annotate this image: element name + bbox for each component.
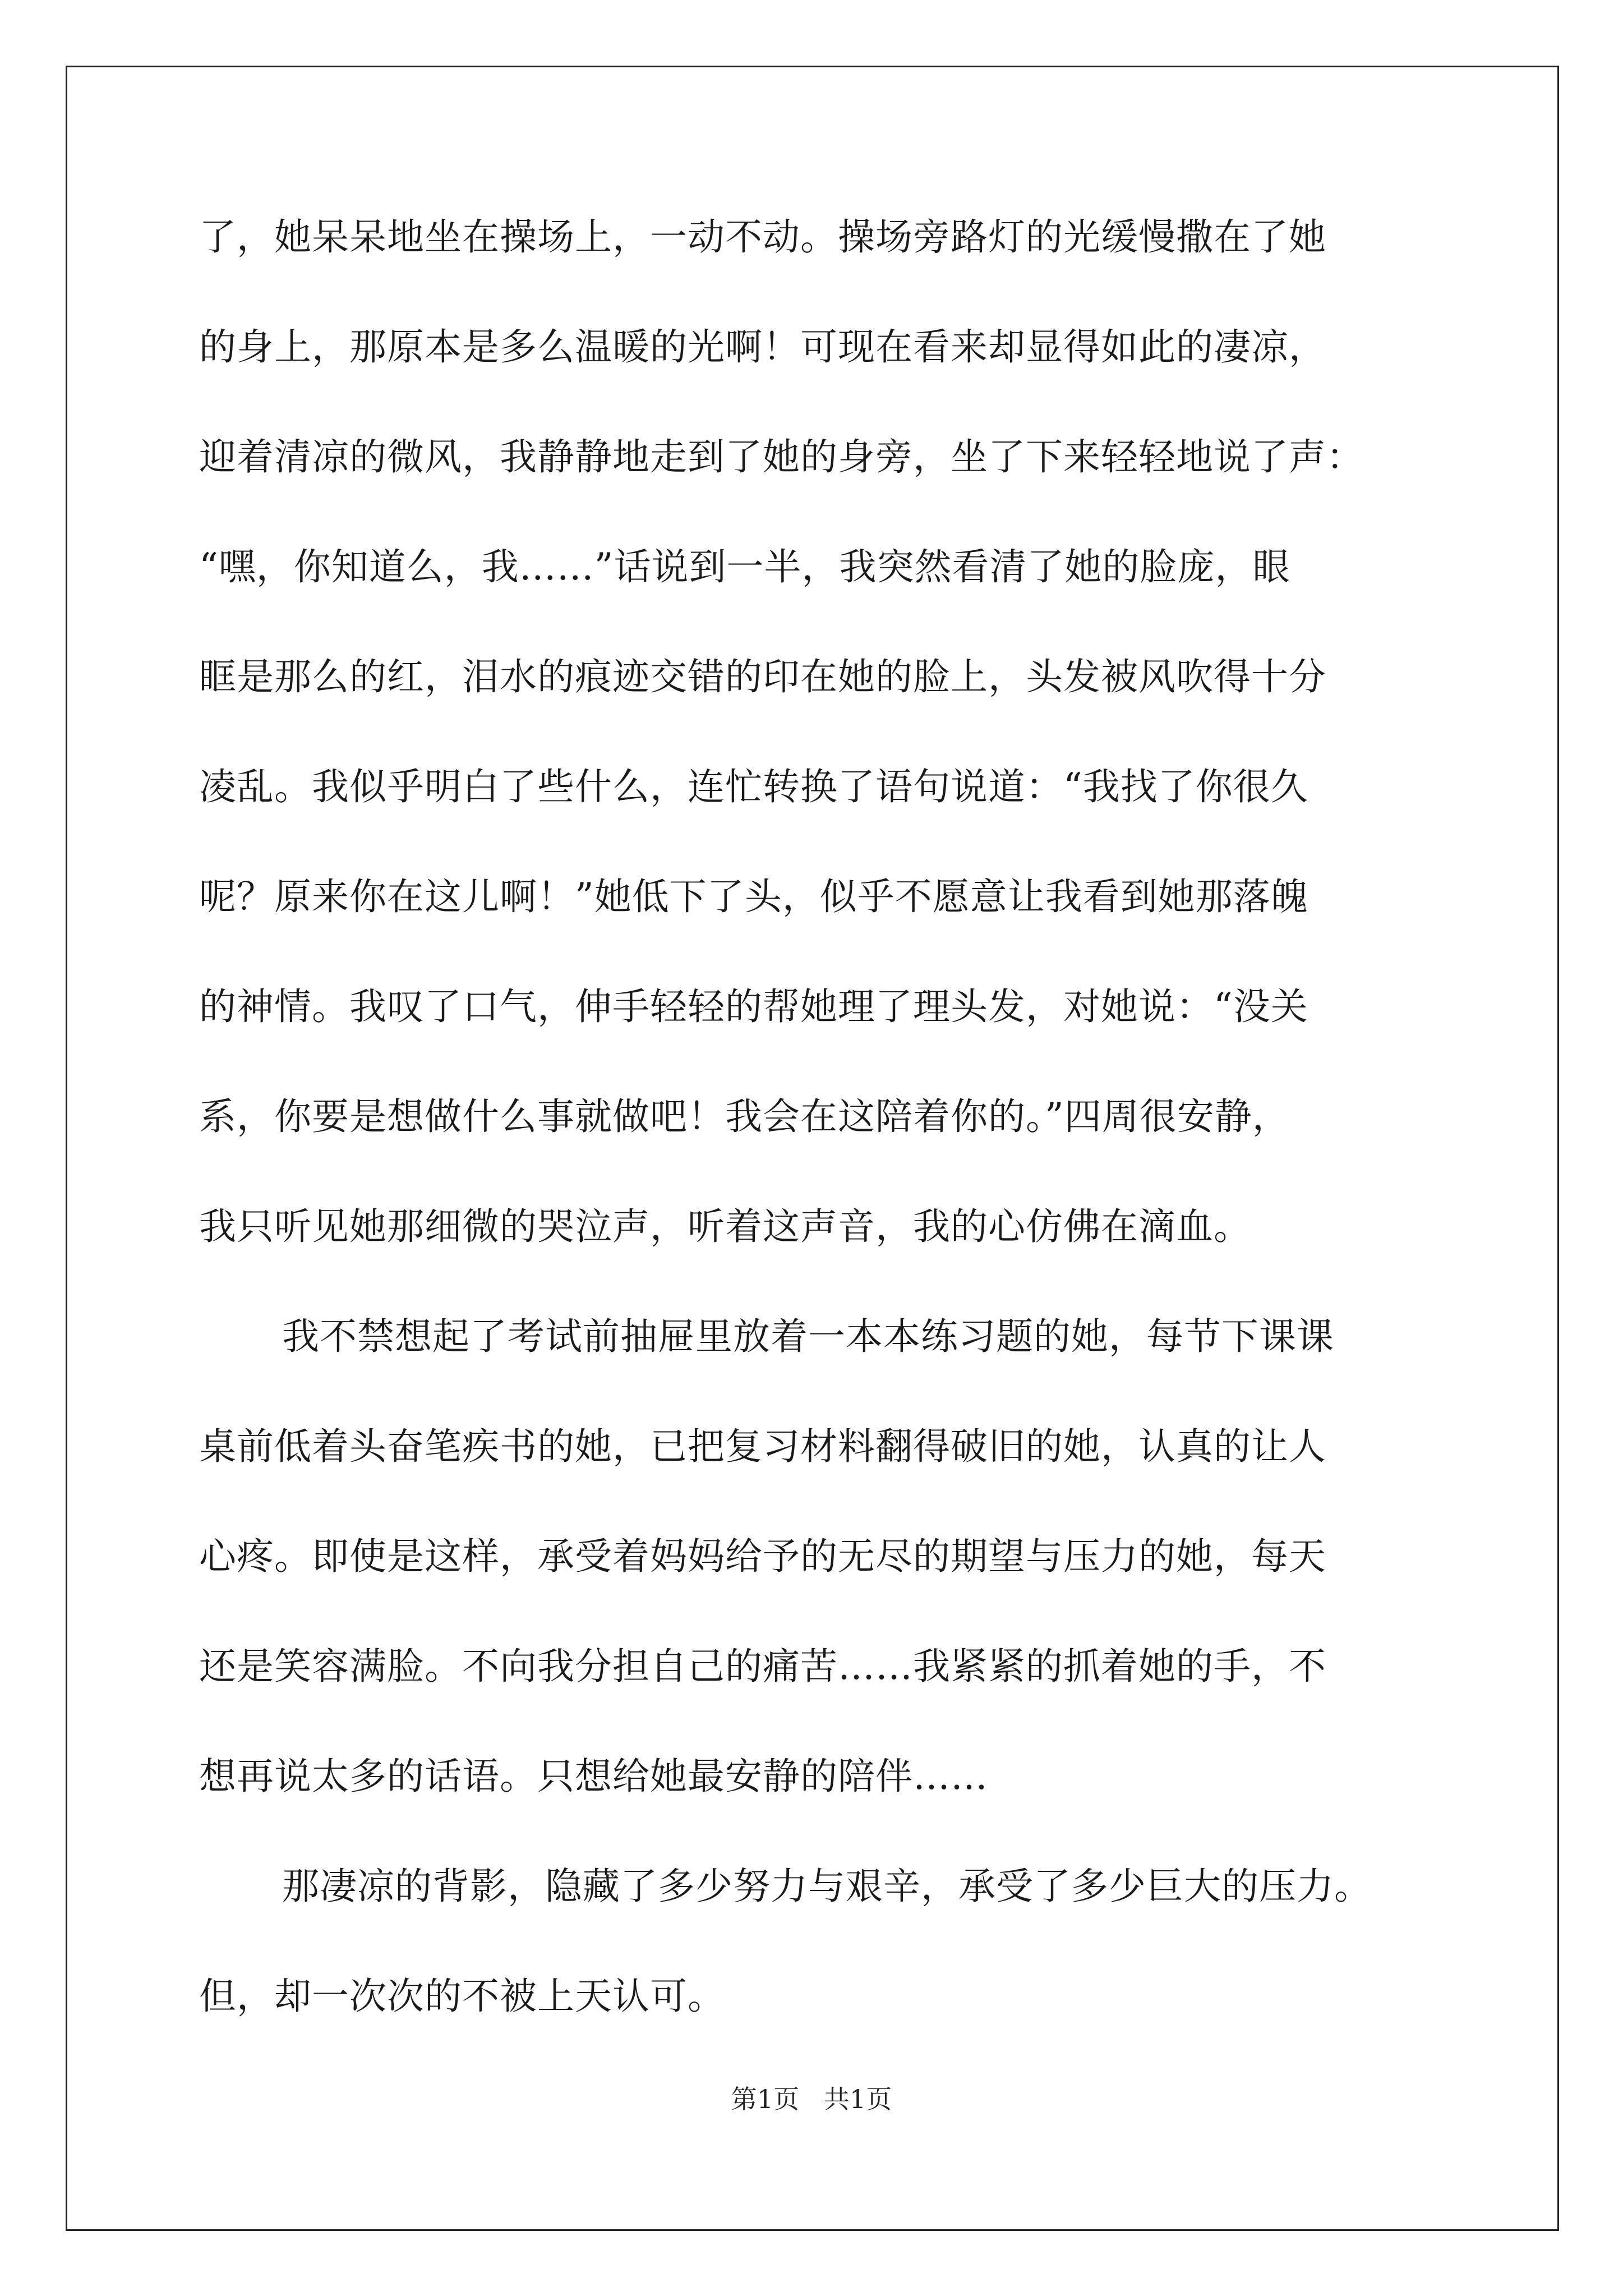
paragraph-start-line: 那凄凉的背影，隐藏了多少努力与艰辛，承受了多少巨大的压力。 xyxy=(282,1865,1372,1908)
text-line: 我只听见她那细微的哭泣声，听着这声音，我的心仿佛在滴血。 xyxy=(199,1205,1251,1248)
text-line: 桌前低着头奋笔疾书的她，已把复习材料翻得破旧的她，认真的让人 xyxy=(199,1425,1326,1468)
page-footer: 第1页 共1页 xyxy=(731,2084,892,2114)
text-line: “嘿，你知道么，我……”话说到一半，我突然看清了她的脸庞，眼 xyxy=(199,545,1290,588)
text-line: 了，她呆呆地坐在操场上，一动不动。操场旁路灯的光缓慢撒在了她 xyxy=(199,215,1326,259)
paragraph-start-line: 我不禁想起了考试前抽屉里放着一本本练习题的她，每节下课课 xyxy=(282,1315,1334,1358)
text-line: 呢？原来你在这儿啊！”她低下了头，似乎不愿意让我看到她那落魄 xyxy=(199,875,1308,918)
text-line: 眶是那么的红，泪水的痕迹交错的印在她的脸上，头发被风吹得十分 xyxy=(199,655,1326,698)
text-line: 还是笑容满脸。不向我分担自己的痛苦……我紧紧的抓着她的手，不 xyxy=(199,1645,1326,1688)
text-line: 的身上，那原本是多么温暖的光啊！可现在看来却显得如此的凄凉， xyxy=(199,325,1326,369)
text-line: 迎着清凉的微风，我静静地走到了她的身旁，坐了下来轻轻地说了声： xyxy=(199,435,1364,478)
text-line: 的神情。我叹了口气，伸手轻轻的帮她理了理头发，对她说：“没关 xyxy=(199,985,1308,1028)
text-line: 但，却一次次的不被上天认可。 xyxy=(199,1975,725,2018)
text-line: 凌乱。我似乎明白了些什么，连忙转换了语句说道：“我找了你很久 xyxy=(199,765,1308,808)
text-line: 心疼。即使是这样，承受着妈妈给予的无尽的期望与压力的她，每天 xyxy=(199,1535,1326,1578)
body-text xyxy=(199,212,1478,2081)
text-line: 想再说太多的话语。只想给她最安静的陪伴…… xyxy=(199,1755,988,1798)
text-line: 系，你要是想做什么事就做吧！我会在这陪着你的。”四周很安静， xyxy=(199,1095,1290,1138)
